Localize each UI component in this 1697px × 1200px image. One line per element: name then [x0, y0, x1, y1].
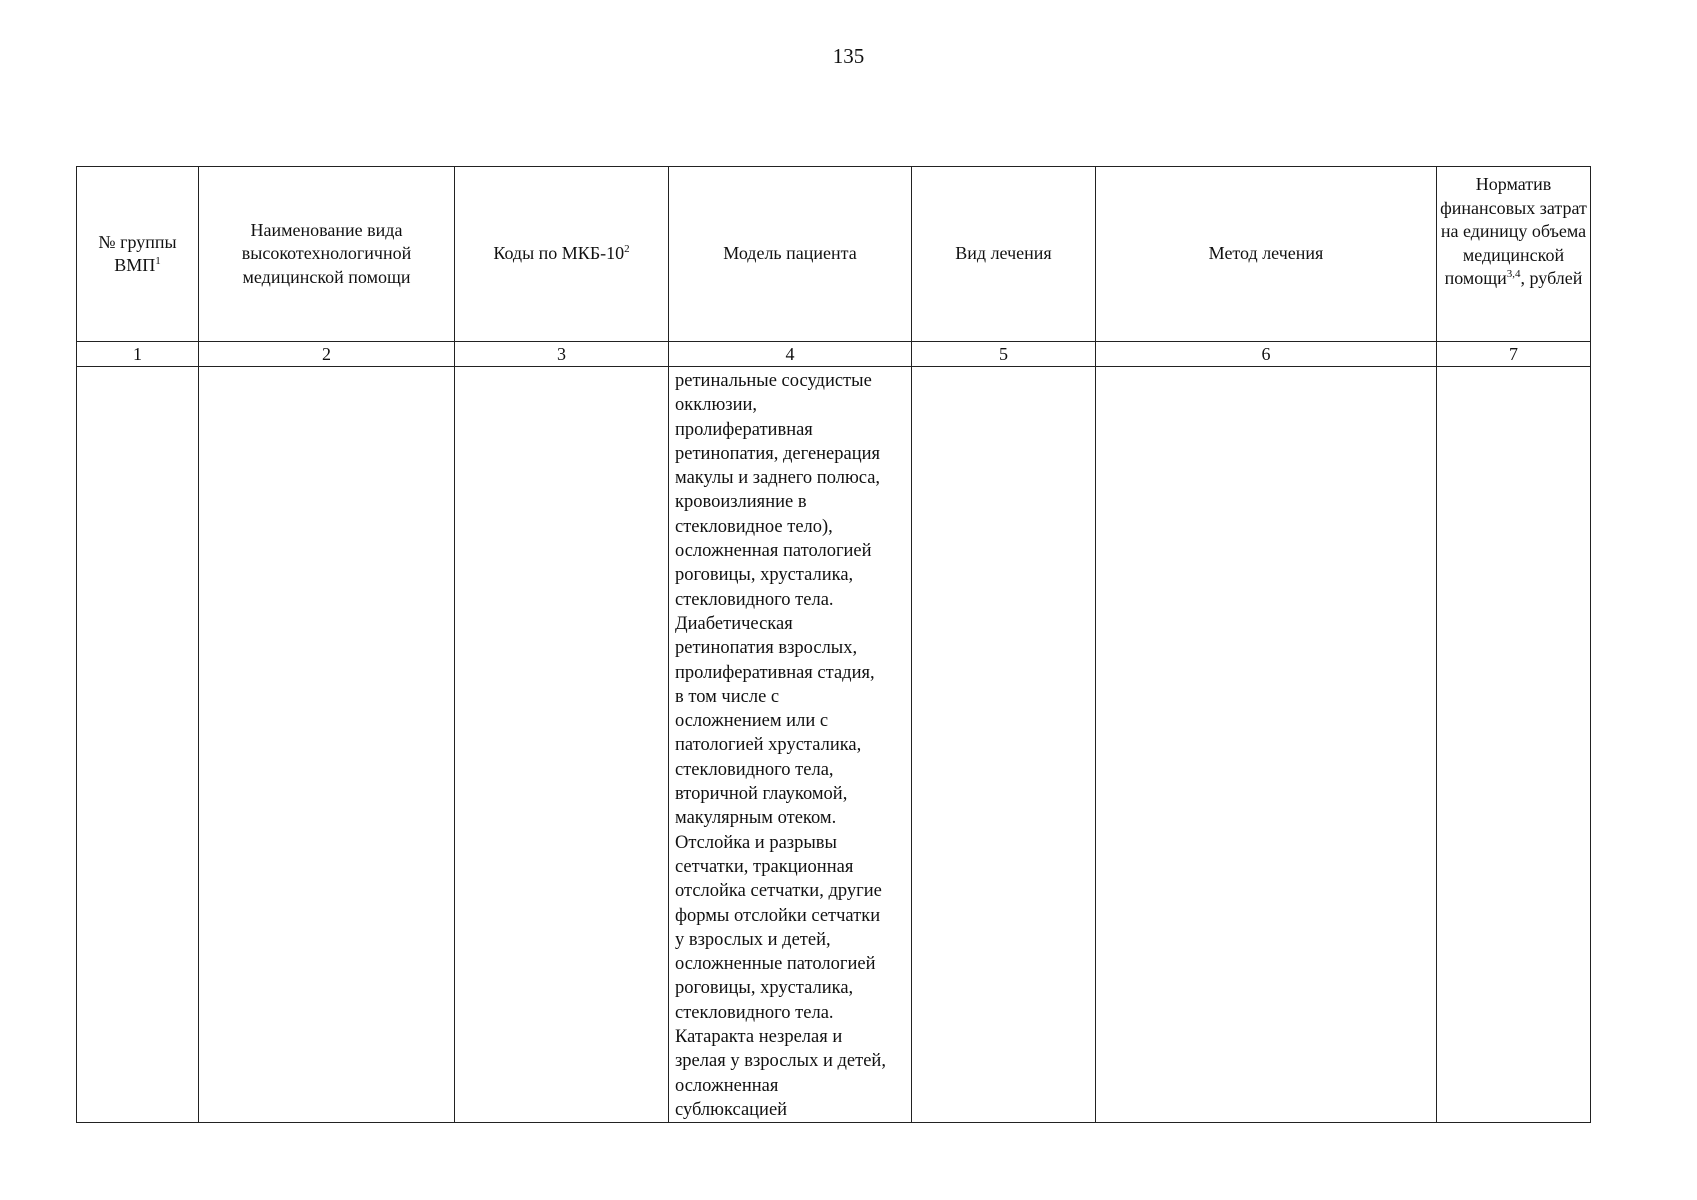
header-cost-standard [1437, 167, 1591, 342]
header-care-type-name-text: Наименование вида высокотехнологичной медицинской помощи [241, 219, 412, 287]
header-treatment-type [912, 167, 1096, 342]
header-row [77, 167, 1591, 342]
cell-icd-codes [455, 367, 669, 1123]
header-treatment-type-text: Вид лечения [955, 243, 1052, 264]
cell-patient-model [669, 367, 912, 1123]
cell-group-number [77, 367, 199, 1123]
header-group-number-text: № группы ВМП [98, 231, 177, 275]
cell-cost-standard [1437, 367, 1591, 1123]
vmp-table [76, 166, 1591, 1123]
header-cost-standard-suffix: , рублей [1520, 268, 1583, 288]
header-group-number [77, 167, 199, 342]
page-number: 135 [832, 44, 865, 68]
cell-care-type-name [199, 367, 455, 1123]
header-icd-codes [455, 167, 669, 342]
header-treatment-method-text: Метод лечения [1208, 243, 1324, 264]
header-patient-model [669, 167, 912, 342]
column-number: 2 [199, 342, 455, 367]
footnote-1: 1 [155, 255, 161, 267]
cell-treatment-method [1096, 367, 1437, 1123]
patient-model-text: ретинальные сосудистые окклюзии, пролиферативная ретинопатия, дегенерация макулы и заднего полюса, кровоизлияние в стекловидное тело), осложненная патологией роговицы, хрусталика, стекловидного тела. Диабетическая ретинопатия взрослых, пролиферативная стадия, в том числе с осложнением или с патологией хрусталика, стекловидного тела, вторичной глаукомой, макулярным отеком. Отслойка и разрывы сетчатки, тракционная отслойка сетчатки, другие формы отслойки сетчатки у взрослых и детей, осложненные патологией роговицы, хрусталика, стекловидного тела. Катаракта незрелая и зрелая у взрослых и детей, осложненная сублюксацией [675, 371, 886, 1120]
column-number: 3 [455, 342, 669, 367]
column-number: 6 [1096, 342, 1437, 367]
header-patient-model-text: Модель пациента [723, 243, 857, 264]
header-cost-standard-text: Норматив финансовых затрат на единицу объема медицинской помощи [1440, 174, 1587, 288]
column-number: 1 [77, 342, 199, 367]
footnote-3-4: 3,4 [1506, 268, 1521, 280]
header-care-type-name [199, 167, 455, 342]
table-row [77, 367, 1591, 1123]
header-icd-codes-text: Коды по МКБ-10 [493, 243, 625, 264]
footnote-2: 2 [624, 243, 630, 256]
column-number: 5 [912, 342, 1096, 367]
header-treatment-method [1096, 167, 1437, 342]
cell-treatment-type [912, 367, 1096, 1123]
column-number: 7 [1437, 342, 1591, 367]
column-number-row [77, 342, 1591, 367]
column-number: 4 [669, 342, 912, 367]
